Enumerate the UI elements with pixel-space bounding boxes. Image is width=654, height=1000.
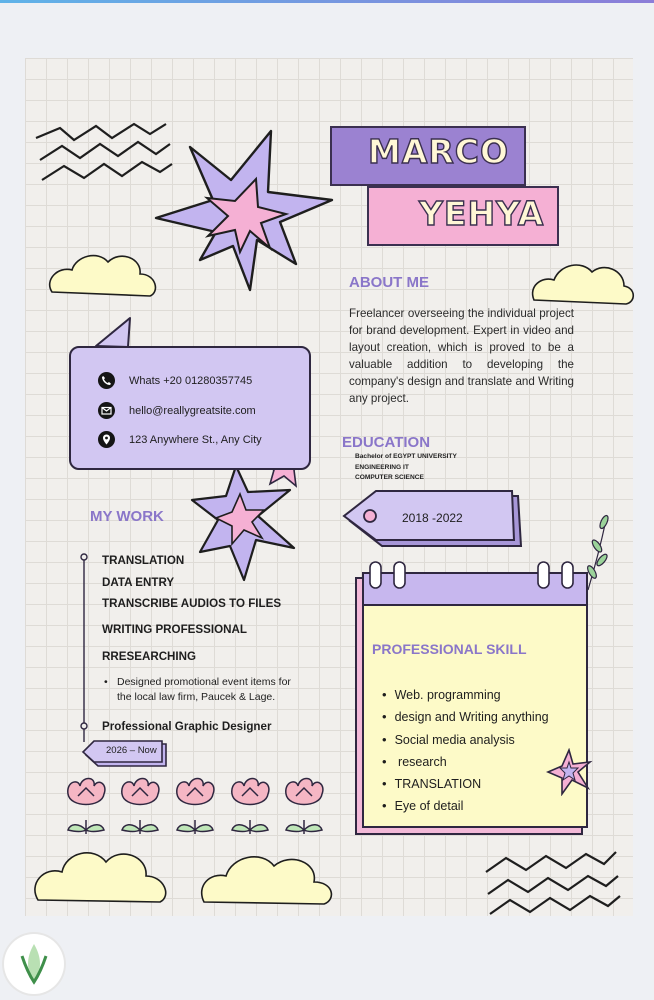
contact-phone: Whats +20 01280357745 — [129, 374, 253, 387]
contact-phone-row — [98, 372, 252, 389]
spiral-ring-icon — [362, 558, 588, 592]
skills-heading: PROFESSIONAL SKILL — [372, 641, 527, 657]
skill-item: • Eye of detail — [382, 798, 463, 813]
watermark-icon — [4, 934, 64, 994]
work-item: DATA ENTRY — [102, 576, 175, 589]
watermark-logo — [4, 934, 64, 994]
about-heading: ABOUT ME — [349, 274, 429, 291]
work-heading: MY WORK — [90, 508, 164, 525]
last-name: YEHYA — [419, 194, 545, 233]
skill-item: • Social media analysis — [382, 732, 515, 747]
star-icon — [544, 748, 594, 796]
work-role: Professional Graphic Designer — [102, 720, 272, 733]
star-icon — [156, 131, 332, 290]
last-name-banner — [367, 186, 559, 246]
work-bullet-text: Designed promotional event items for the local law firm, Paucek & Lage. — [117, 676, 291, 703]
leaf-sprig-icon — [586, 514, 610, 590]
education-details — [355, 452, 457, 484]
phone-icon — [98, 372, 115, 389]
skill-item: • research — [382, 754, 447, 769]
about-body: Freelancer overseeing the individual project for brand development. Expert in video and layout creation, which is proved to be a valuable addition to developing the company's design and translate and Writing any project. — [349, 307, 574, 405]
contact-email: hello@reallygreatsite.com — [129, 404, 256, 417]
skill-item: • design and Writing anything — [382, 709, 549, 724]
star-icon — [192, 466, 294, 580]
work-item: TRANSLATION — [102, 554, 185, 567]
education-line: ENGINEERING IT — [355, 463, 409, 471]
contact-box — [69, 346, 311, 470]
education-heading: EDUCATION — [342, 434, 431, 451]
contact-address-row — [98, 431, 262, 448]
work-item: TRANSCRIBE AUDIOS TO FILES — [102, 597, 282, 610]
skill-item: • Web. programming — [382, 687, 501, 702]
work-item: RRESEARCHING — [102, 650, 197, 663]
flower-icon — [68, 779, 323, 835]
skill-item: • TRANSLATION — [382, 776, 481, 791]
first-name: MARCO — [368, 132, 510, 171]
education-line: COMPUTER SCIENCE — [355, 474, 424, 481]
work-period: 2026 – Now — [106, 745, 157, 756]
bullet-dot: • — [104, 676, 108, 688]
email-icon — [98, 402, 115, 419]
speech-pointer-icon — [96, 318, 130, 347]
location-icon — [98, 431, 115, 448]
education-years: 2018 -2022 — [402, 511, 463, 525]
work-item: WRITING PROFESSIONAL — [102, 623, 247, 636]
contact-email-row — [98, 402, 256, 419]
first-name-banner — [330, 126, 526, 186]
contact-address: 123 Anywhere St., Any City — [129, 433, 262, 446]
zigzag-icon — [486, 852, 620, 914]
zigzag-icon — [36, 124, 172, 180]
work-bullet — [104, 675, 306, 705]
education-line: Bachelor of EGYPT UNIVERSITY — [355, 453, 457, 460]
